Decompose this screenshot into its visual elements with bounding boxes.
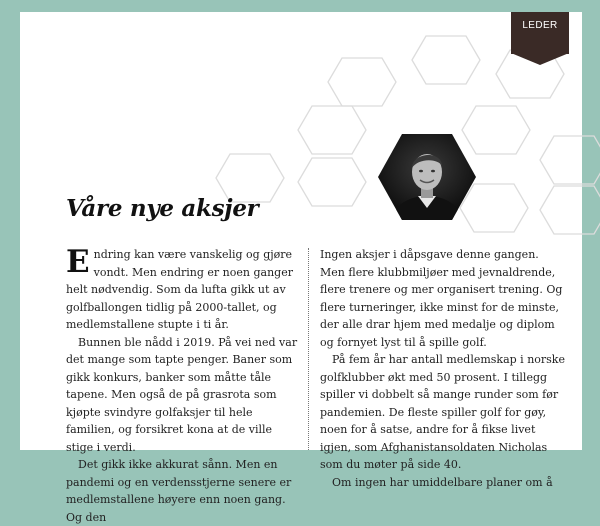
article-column-1 [66, 246, 300, 526]
author-portrait [378, 134, 476, 220]
paragraph: ndring kan være vanskelig og gjøre vondt. Men endring er noen ganger helt nødvendig. Som da lufta gikk ut av golfballongen tidlig på 2000-tallet, og medlemstallene stupte i ti år. [66, 248, 293, 331]
section-tab-point [511, 53, 569, 65]
magazine-page [20, 12, 582, 524]
paragraph: Det gikk ikke akkurat sånn. Men en pandemi og en verdensstjerne senere er medlemstallene høyere enn noen gang. Og den [66, 458, 292, 524]
paragraph: Bunnen ble nådd i 2019. På vei ned var det mange som tapte penger. Baner som gikk konkurs, banker som måtte tåle tapene. Men også de på grasrota som kjøpte svindyre golfaksjer til hele familien, og forsikret kona at de ville stige i verdi. [66, 335, 298, 454]
column-divider [308, 248, 309, 450]
article-column-2 [320, 246, 566, 491]
article-title: Våre nye aksjer [66, 195, 259, 222]
paragraph: Ingen aksjer i dåpsgave denne gangen. Men flere klubbmiljøer med jevnaldrende, flere trenere og mer organisert trening. Og flere turneringer, ikke minst for de minste, der alle drar hjem med medalje og diplom og fornyet lyst til å spille golf. [320, 248, 563, 349]
paragraph: Om ingen har umiddelbare planer om å [332, 475, 553, 489]
paragraph: På fem år har antall medlemskap i norske golfklubber økt med 50 prosent. I tillegg spiller vi dobbelt så mange runder som før pandemien. De fleste spiller golf for gøy, noen for å satse, andre for å fikse livet igjen, som Afghanistansoldaten Nicholas som du møter på side 40. [320, 353, 565, 471]
section-tab [511, 12, 569, 54]
drop-cap: E [66, 244, 90, 280]
section-tab-label: LEDER [522, 20, 558, 31]
